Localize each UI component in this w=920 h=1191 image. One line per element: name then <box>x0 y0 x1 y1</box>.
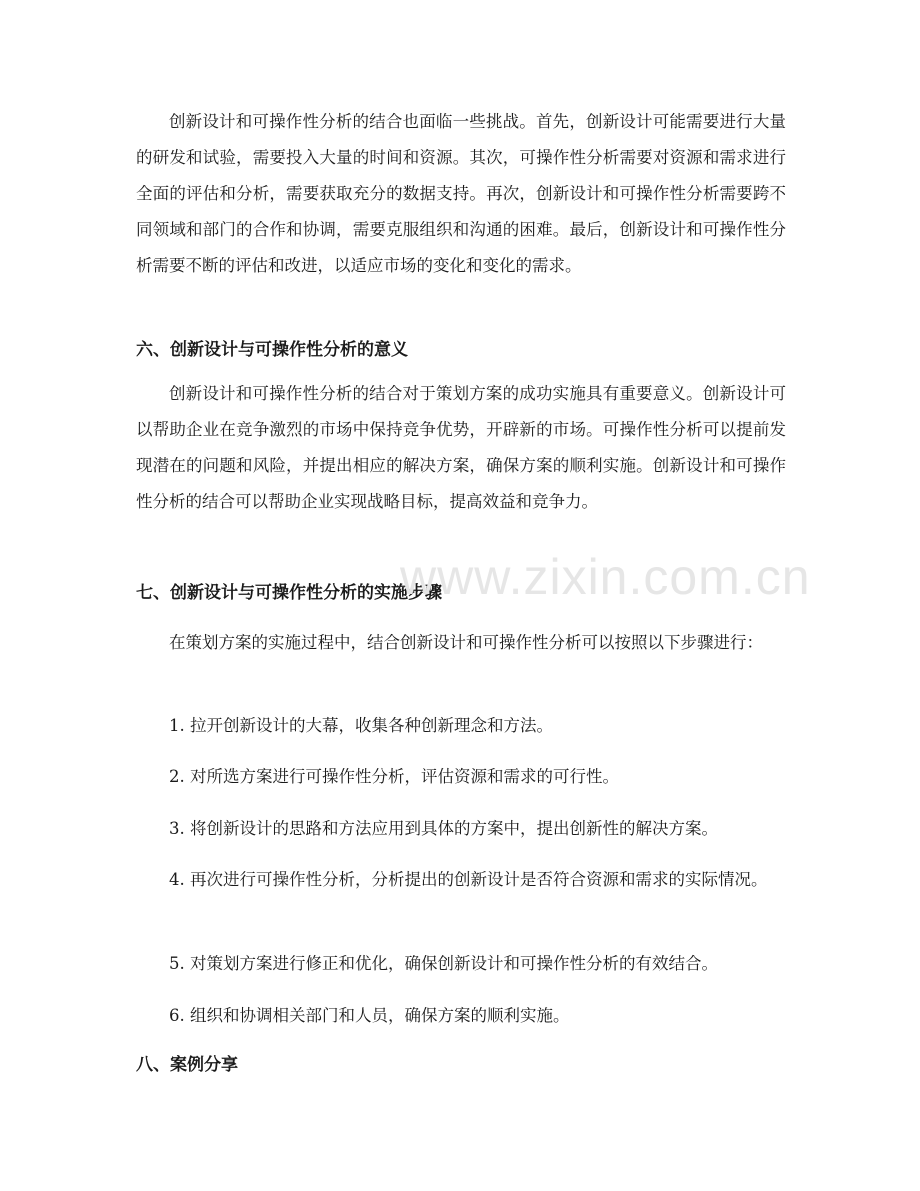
paragraph-significance: 创新设计和可操作性分析的结合对于策划方案的成功实施具有重要意义。创新设计可以帮助企业在竞争激烈的市场中保持竞争优势，开辟新的市场。可操作性分析可以提前发现潜在的问题和风险，并提出相应的解决方案，确保方案的顺利实施。创新设计和可操作性分析的结合可以帮助企业实现战略目标，提高效益和竞争力。 <box>136 384 786 511</box>
list-item-step-4: 4. 再次进行可操作性分析，分析提出的创新设计是否符合资源和需求的实际情况。 <box>169 870 768 889</box>
heading-section-7: 七、创新设计与可操作性分析的实施步骤 <box>136 583 442 603</box>
list-item-step-3: 3. 将创新设计的思路和方法应用到具体的方案中，提出创新性的解决方案。 <box>169 819 718 838</box>
heading-section-8: 八、案例分享 <box>136 1055 238 1075</box>
list-item-step-6: 6. 组织和协调相关部门和人员，确保方案的顺利实施。 <box>169 1006 570 1025</box>
watermark: www.zixin.com.cn <box>400 549 811 605</box>
paragraph-steps-intro: 在策划方案的实施过程中，结合创新设计和可操作性分析可以按照以下步骤进行： <box>169 633 763 652</box>
list-item-step-5: 5. 对策划方案进行修正和优化，确保创新设计和可操作性分析的有效结合。 <box>169 954 718 973</box>
heading-section-6: 六、创新设计与可操作性分析的意义 <box>136 340 408 360</box>
paragraph-challenges: 创新设计和可操作性分析的结合也面临一些挑战。首先，创新设计可能需要进行大量的研发和试验，需要投入大量的时间和资源。其次，可操作性分析需要对资源和需求进行全面的评估和分析，需要获取充分的数据支持。再次，创新设计和可操作性分析需要跨不同领域和部门的合作和协调，需要克服组织和沟通的困难。最后，创新设计和可操作性分析需要不断的评估和改进，以适应市场的变化和变化的需求。 <box>136 112 786 275</box>
list-item-step-2: 2. 对所选方案进行可操作性分析，评估资源和需求的可行性。 <box>169 767 619 786</box>
list-item-step-1: 1. 拉开创新设计的大幕，收集各种创新理念和方法。 <box>169 716 553 735</box>
